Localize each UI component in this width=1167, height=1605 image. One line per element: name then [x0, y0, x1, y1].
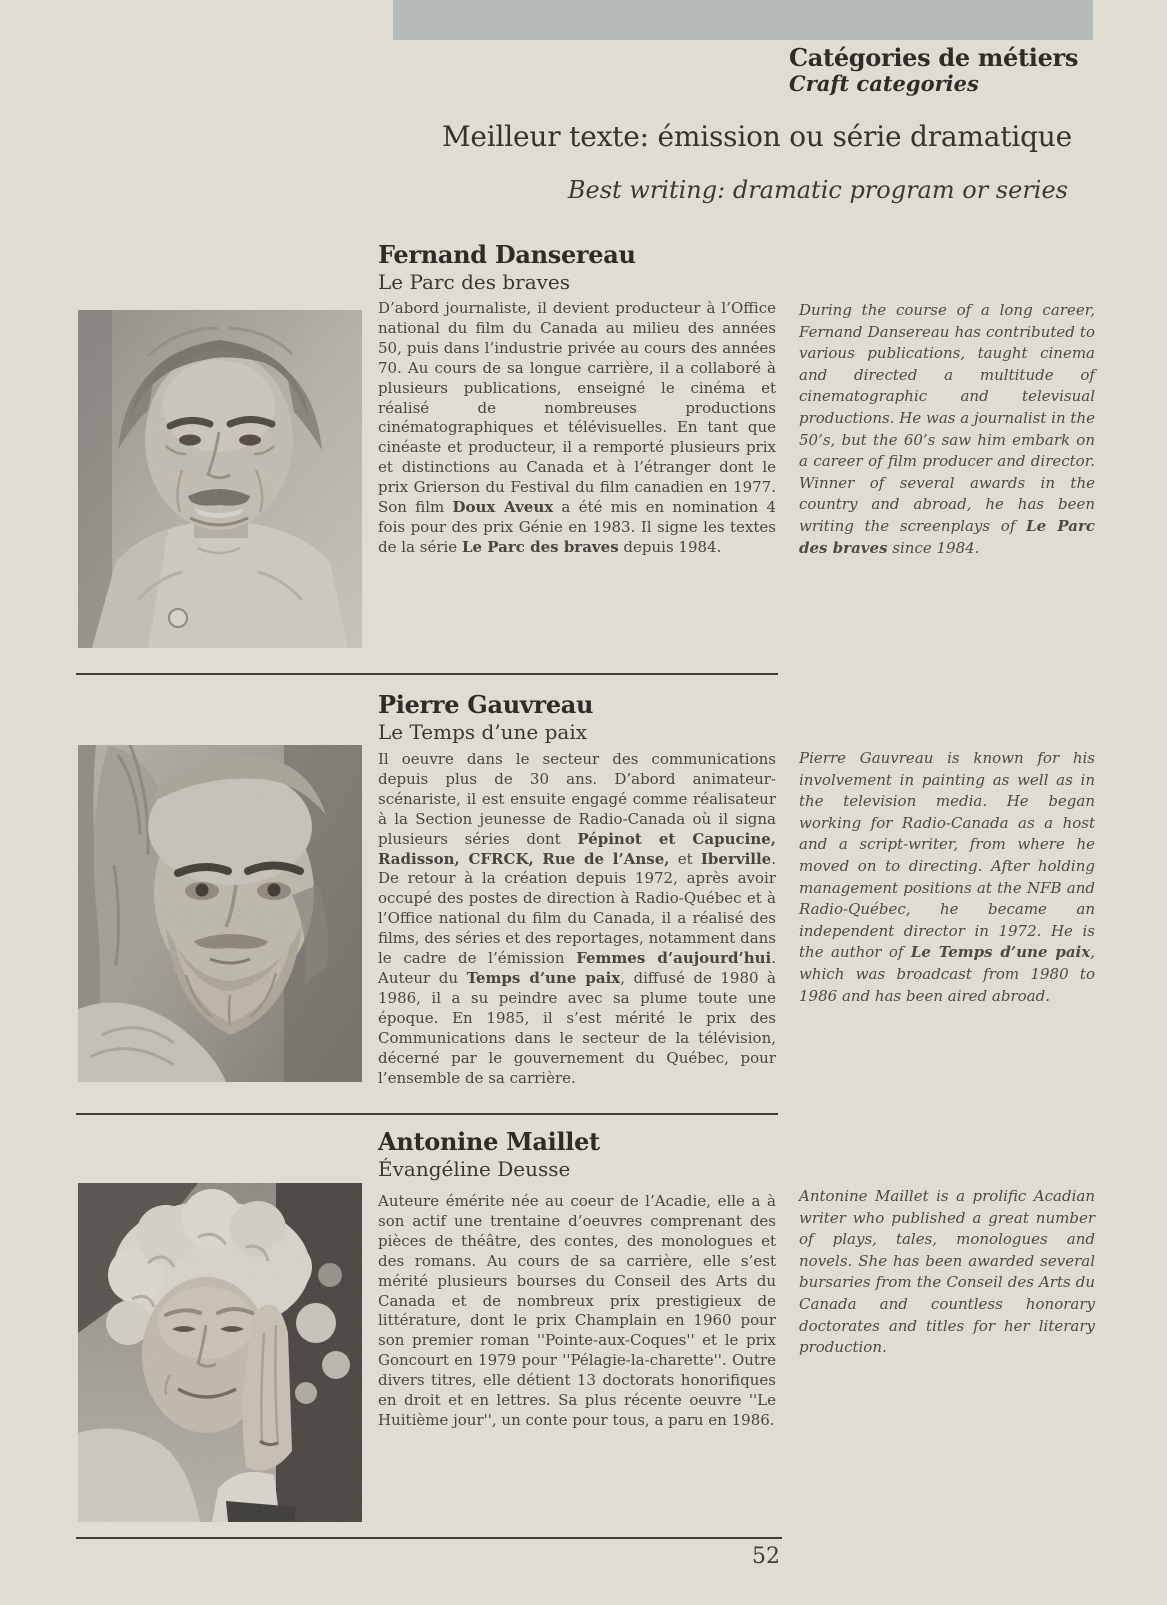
page-header-bar [393, 0, 1093, 40]
bio-text-french: Il oeuvre dans le secteur des communications depuis plus de 30 ans. D’abord animateur-scénariste, il est ensuite engagé comme réalisateur à la Section jeunesse de Radio-Canada où il signa plusieurs séries dont Pépinot et Capucine, Radisson, CFRCK, Rue de l’Anse, et Iberville. De retour à la création depuis 1972, après avoir occupé des postes de direction à Radio-Québec et à l’Office national du film du Canada, il a réalisé des films, des séries et des reportages, notamment dans le cadre de l’émission Femmes d’aujourd’hui. Auteur du Temps d’une paix, diffusé de 1980 à 1986, il a su peindre avec sa plume toute une époque. En 1985, il s’est mérité le prix des Communications dans le secteur de la télévision, décerné par le gouvernement du Québec, pour l’ensemble de sa carrière. [378, 750, 777, 1087]
portrait-photo-fernand-dansereau [78, 310, 362, 648]
footer-rule [76, 1537, 782, 1539]
bio-name: Pierre Gauvreau [378, 690, 594, 719]
bio-text-french: Auteure émérite née au coeur de l’Acadie, elle a à son actif une trentaine d’oeuvres comprenant des pièces de théâtre, des contes, des monologues et des romans. Au cours de sa carrière, elle s’est mérité plusieurs bourses du Conseil des Arts du Canada et de nombreux prix prestigieux de littérature, dont le prix Champlain en 1960 pour son premier roman ''Pointe-aux-Coques'' et le prix Goncourt en 1979 pour ''Pélagie-la-charette''. Outre divers titres, elle détient 13 doctorats honorifiques en droit et en lettres. Sa plus récente oeuvre ''Le Huitième jour'', un conte pour tous, a paru en 1986. [378, 1192, 776, 1429]
bio-text-french: D’abord journaliste, il devient producteur à l’Office national du film du Canada au milieu des années 50, puis dans l’industrie privée au cours des années 70. Au cours de sa longue carrière, il a collaboré à plusieurs publications, enseigné le cinéma et réalisé de nombreuses productions cinématographiques et télévisuelles. En tant que cinéaste et producteur, il a remporté plusieurs prix et distinctions au Canada et à l’étranger dont le prix Grierson du Festival du film canadien en 1977. Son film Doux Aveux a été mis en nomination 4 fois pour des prix Génie en 1983. Il signe les textes de la série Le Parc des braves depuis 1984. [378, 299, 776, 556]
bio-work-title: Le Parc des braves [378, 270, 571, 294]
bio-text-english: During the course of a long career, Fernand Dansereau has contributed to various publications, taught cinema and directed a multitude of cinematographic and televisual productions. He was a journalist in the 50’s, but the 60’s saw him embark on a career of film producer and director. Winner of several awards in the country and abroad, he has been writing the screenplays of Le Parc des braves since 1984. [799, 301, 1095, 557]
award-title-en: Best writing: dramatic program or series [567, 176, 1068, 204]
bio-name: Fernand Dansereau [378, 240, 636, 269]
bio-work-title: Évangéline Deusse [378, 1157, 571, 1181]
award-title-fr: Meilleur texte: émission ou série dramatique [441, 120, 1072, 153]
section-divider [76, 1113, 778, 1115]
portrait-illustration [78, 1183, 362, 1522]
bio-name: Antonine Maillet [378, 1127, 600, 1156]
bio-text-english: Antonine Maillet is a prolific Acadian writer who published a great number of plays, tales, monologues and novels. She has been awarded several bursaries from the Conseil des Arts du Canada and countless honorary doctorates and titles for her literary production. [799, 1187, 1095, 1357]
bio-text-english: Pierre Gauvreau is known for his involvement in painting as well as in the television media. He began working for Radio-Canada as a host and a script-writer, from where he moved on to directing. After holding management positions at the NFB and Radio-Québec, he became an independent director in 1972. He is the author of Le Temps d’une paix, which was broadcast from 1980 to 1986 and has been aired abroad. [799, 749, 1095, 1005]
portrait-illustration [78, 745, 362, 1082]
bio-work-title: Le Temps d’une paix [378, 720, 588, 744]
page-number: 52 [752, 1544, 780, 1569]
portrait-photo-antonine-maillet [78, 1183, 362, 1522]
craft-categories-title-en: Craft categories [789, 70, 979, 96]
section-divider [76, 673, 778, 675]
portrait-photo-pierre-gauvreau [78, 745, 362, 1082]
craft-categories-title-fr: Catégories de métiers [789, 43, 1079, 72]
portrait-illustration [78, 310, 362, 648]
section-header [789, 44, 1119, 96]
